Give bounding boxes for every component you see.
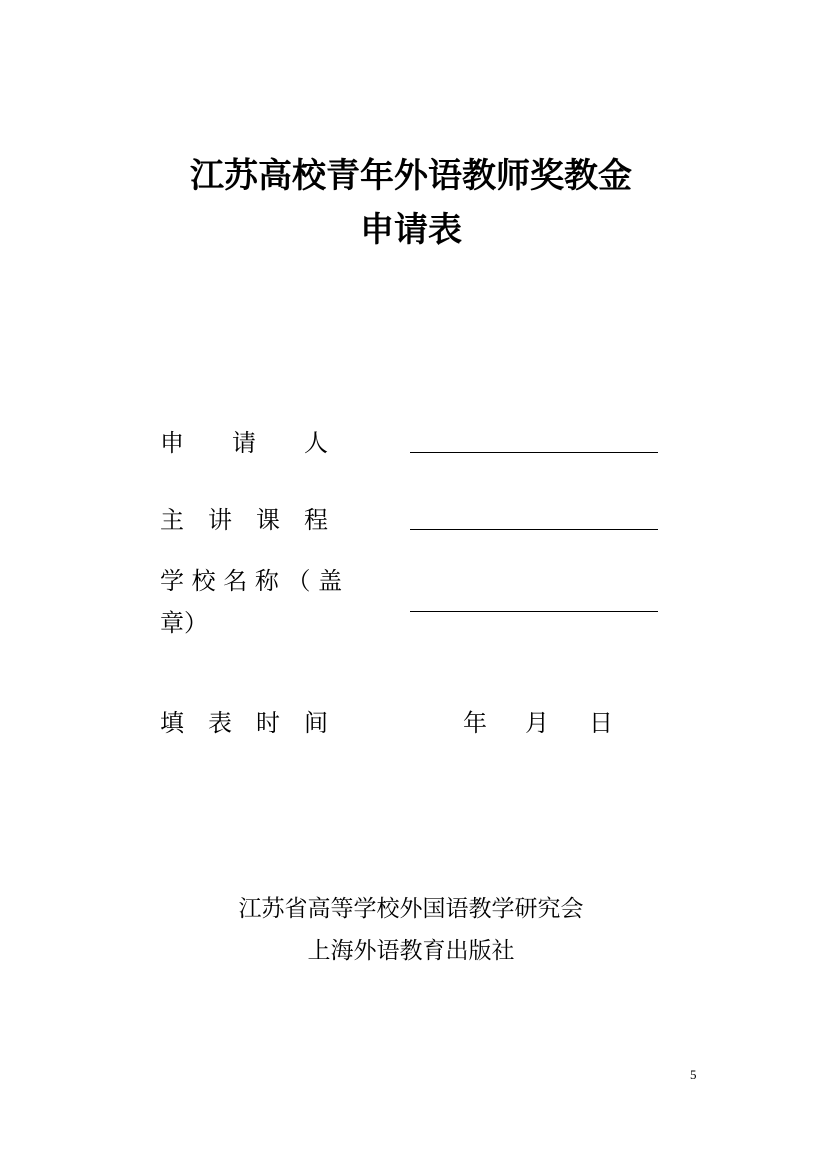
date-label: 填 表 时 间 [160,709,328,737]
date-month-label: 月 [525,709,549,737]
school-label-line-1: 学 校 名 称 （ 盖 [160,567,343,595]
publisher-line-1: 江苏省高等学校外国语教学研究会 [238,896,584,922]
applicant-label: 申 请 人 [160,429,328,457]
school-label-line-2: 章） [160,609,208,637]
form-subtitle: 申请表 [360,210,462,250]
course-label: 主 讲 课 程 [160,506,328,534]
school-blank-line[interactable] [410,611,658,612]
date-day-label: 日 [589,709,613,737]
form-title: 江苏高校青年外语教师奖教金 [190,156,632,196]
course-blank-line[interactable] [410,529,658,530]
date-year-label: 年 [463,709,487,737]
applicant-blank-line[interactable] [410,452,658,453]
publisher-line-2: 上海外语教育出版社 [307,938,515,964]
page-number: 5 [690,1067,697,1082]
